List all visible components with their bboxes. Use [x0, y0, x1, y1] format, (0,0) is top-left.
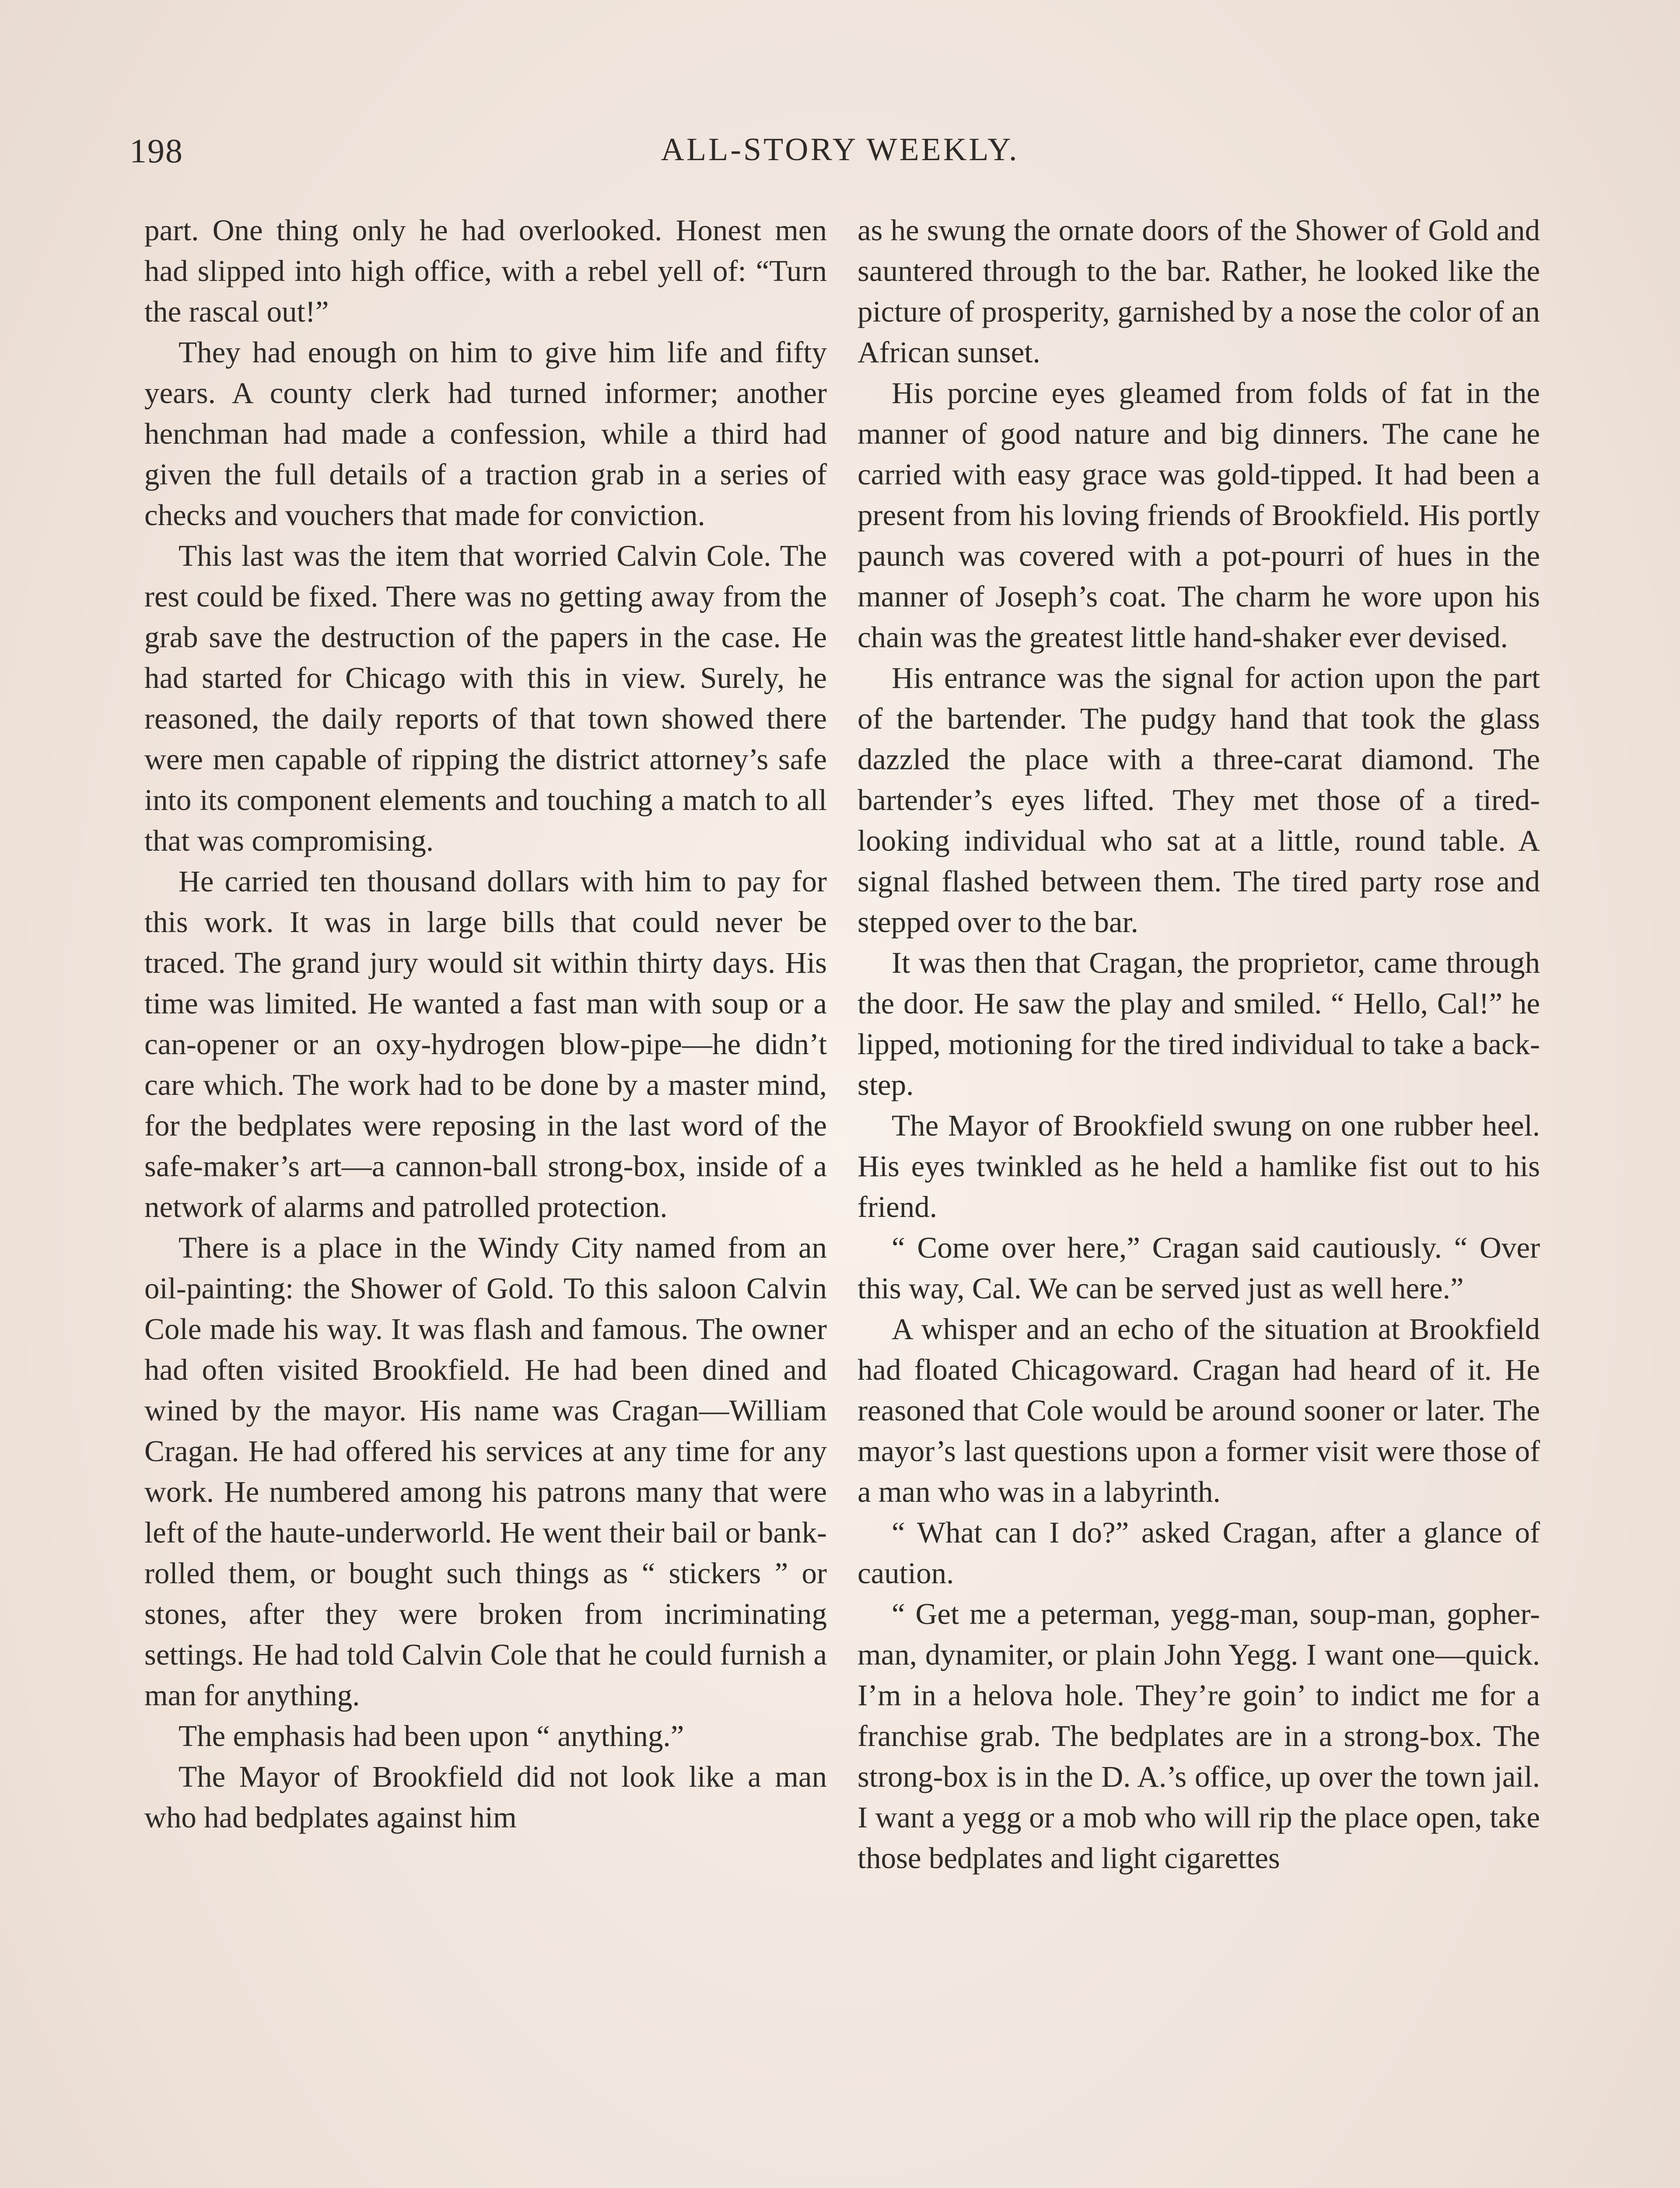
page-number: 198 [130, 132, 183, 170]
paragraph: This last was the item that worried Calvin Cole. The rest could be fixed. There was no getting away from the grab save the destruction of the papers in the case. He had started for Chicago with this in view. Surely, he reasoned, the daily reports of that town showed there were men capable of ripping the district attorney’s safe into its component elements and touching a match to all that was compromising. [144, 539, 827, 857]
paragraph: They had enough on him to give him life and fifty years. A county clerk had turned informer; another henchman had made a confession, while a third had given the full details of a traction grab in a series of checks and vouchers that made for conviction. [144, 336, 827, 532]
paragraph: “ What can I do?” asked Cragan, after a glance of caution. [858, 1516, 1540, 1590]
paragraph: “ Come over here,” Cragan said cautiously. “ Over this way, Cal. We can be served just as well here.” [858, 1231, 1540, 1305]
paragraph: He carried ten thousand dollars with him to pay for this work. It was in large bills that could never be traced. The grand jury would sit within thirty days. His time was limited. He wanted a fast man with soup or a can-opener or an oxy-hydrogen blow-pipe—he didn’t care which. The work had to be done by a master mind, for the bedplates were reposing in the last word of the safe-maker’s art—a cannon-ball strong-box, inside of a network of alarms and patrolled protection. [144, 865, 827, 1224]
paragraph: The Mayor of Brookfield did not look like a man who had bedplates against him [144, 1760, 827, 1834]
paragraph: A whisper and an echo of the situation at Brookfield had floated Chicagoward. Cragan had heard of it. He reasoned that Cole would be around sooner or later. The mayor’s last questions upon a former visit were those of a man who was in a labyrinth. [858, 1312, 1540, 1508]
paragraph: as he swung the ornate doors of the Shower of Gold and sauntered through to the bar. Rather, he looked like the picture of prosperity, garnished by a nose the color of an African sunset. [858, 214, 1540, 369]
paragraph: “ Get me a peterman, yegg-man, soup-man, gopher-man, dynamiter, or plain John Yegg. I want one—quick. I’m in a helova hole. They’re goin’ to indict me for a franchise grab. The bedplates are in a strong-box. The strong-box is in the D. A.’s office, up over the town jail. I want a yegg or a mob who will rip the place open, take those bedplates and light cigarettes [858, 1597, 1540, 1875]
paragraph: The Mayor of Brookfield swung on one rubber heel. His eyes twinkled as he held a hamlike fist out to his friend. [858, 1109, 1540, 1224]
magazine-title: ALL-STORY WEEKLY. [661, 132, 1019, 168]
paragraph: part. One thing only he had overlooked. Honest men had slipped into high office, with a rebel yell of: “Turn the rascal out!” [144, 214, 827, 328]
paragraph: His entrance was the signal for action upon the part of the bartender. The pudgy hand that took the glass dazzled the place with a three-carat diamond. The bartender’s eyes lifted. They met those of a tired-looking individual who sat at a little, round table. A signal flashed between them. The tired party rose and stepped over to the bar. [858, 661, 1540, 939]
paragraph: His porcine eyes gleamed from folds of fat in the manner of good nature and big dinners. The cane he carried with easy grace was gold-tipped. It had been a present from his loving friends of Brookfield. His portly paunch was covered with a pot-pourri of hues in the manner of Joseph’s coat. The charm he wore upon his chain was the greatest little hand-shaker ever devised. [858, 376, 1540, 654]
left-column [144, 210, 827, 1838]
right-column [858, 210, 1540, 1879]
paragraph: There is a place in the Windy City named from an oil-painting: the Shower of Gold. To this saloon Calvin Cole made his way. It was flash and famous. The owner had often visited Brookfield. He had been dined and wined by the mayor. His name was Cragan—William Cragan. He had offered his services at any time for any work. He numbered among his patrons many that were left of the haute-underworld. He went their bail or bank-rolled them, or bought such things as “ stickers ” or stones, after they were broken from incriminating settings. He had told Calvin Cole that he could furnish a man for anything. [144, 1231, 827, 1712]
paragraph: The emphasis had been upon “ anything.” [178, 1719, 684, 1753]
paragraph: It was then that Cragan, the proprietor, came through the door. He saw the play and smiled. “ Hello, Cal!” he lipped, motioning for the tired individual to take a back-step. [858, 946, 1540, 1101]
page-header [130, 131, 1550, 179]
